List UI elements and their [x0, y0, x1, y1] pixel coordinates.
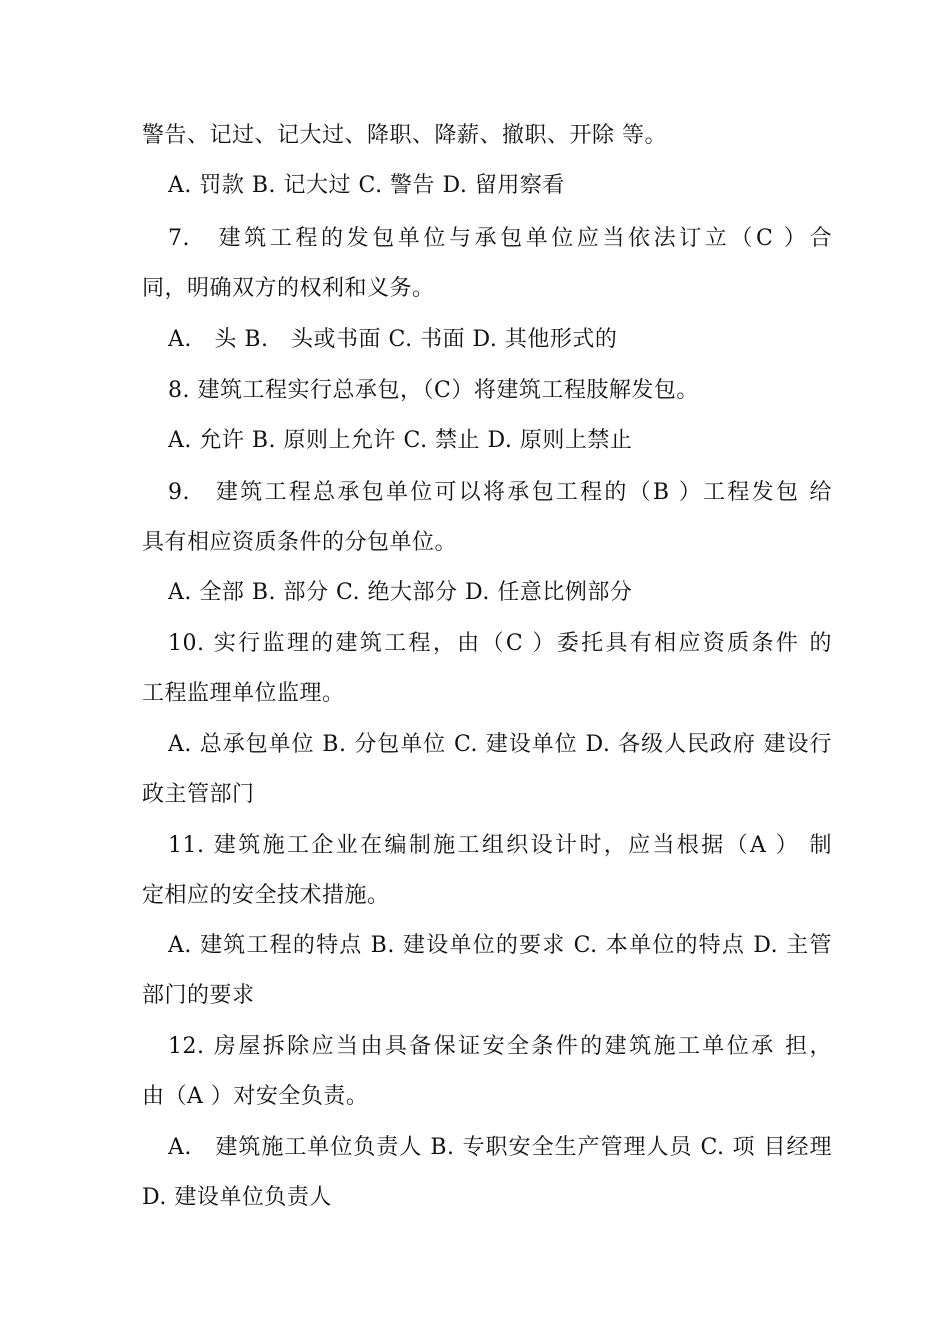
q12-options-cont: D. 建设单位负责人	[142, 1185, 332, 1210]
q10-options-cont: 政主管部门	[142, 782, 255, 807]
q11-stem: 11. 建筑施工企业在编制施工组织设计时，应当根据（A ） 制	[168, 833, 832, 858]
text-line-continuation-penalties: 警告、记过、记大过、降职、降薪、撤职、开除 等。	[142, 123, 667, 148]
q7-options: A. 头 B. 头或书面 C. 书面 D. 其他形式的	[168, 327, 618, 352]
q8-options: A. 允许 B. 原则上允许 C. 禁止 D. 原则上禁止	[168, 428, 633, 453]
q12-stem: 12. 房屋拆除应当由具备保证安全条件的建筑施工单位承 担，	[168, 1034, 832, 1059]
q10-options: A. 总承包单位 B. 分包单位 C. 建设单位 D. 各级人民政府 建设行	[168, 732, 832, 757]
q8-stem: 8. 建筑工程实行总承包，（C）将建筑工程肢解发包。	[168, 378, 699, 403]
q9-options: A. 全部 B. 部分 C. 绝大部分 D. 任意比例部分	[168, 580, 633, 605]
q7-stem: 7. 建筑工程的发包单位与承包单位应当依法订立（C ）合	[168, 226, 832, 251]
q9-stem-cont: 具有相应资质条件的分包单位。	[142, 530, 458, 555]
q12-options: A. 建筑施工单位负责人 B. 专职安全生产管理人员 C. 项 目经理	[168, 1135, 832, 1160]
q11-options: A. 建筑工程的特点 B. 建设单位的要求 C. 本单位的特点 D. 主管	[168, 933, 832, 958]
q11-options-cont: 部门的要求	[142, 983, 255, 1008]
q7-stem-cont: 同，明确双方的权利和义务。	[142, 276, 435, 301]
q6-options: A. 罚款 B. 记大过 C. 警告 D. 留用察看	[168, 173, 565, 198]
q11-stem-cont: 定相应的安全技术措施。	[142, 883, 390, 908]
q10-stem: 10. 实行监理的建筑工程，由（C ）委托具有相应资质条件 的	[168, 631, 832, 656]
q10-stem-cont: 工程监理单位监理。	[142, 681, 345, 706]
q12-stem-cont: 由（A ）对安全负责。	[142, 1084, 369, 1109]
q9-stem: 9. 建筑工程总承包单位可以将承包工程的（B ）工程发包 给	[168, 480, 832, 505]
